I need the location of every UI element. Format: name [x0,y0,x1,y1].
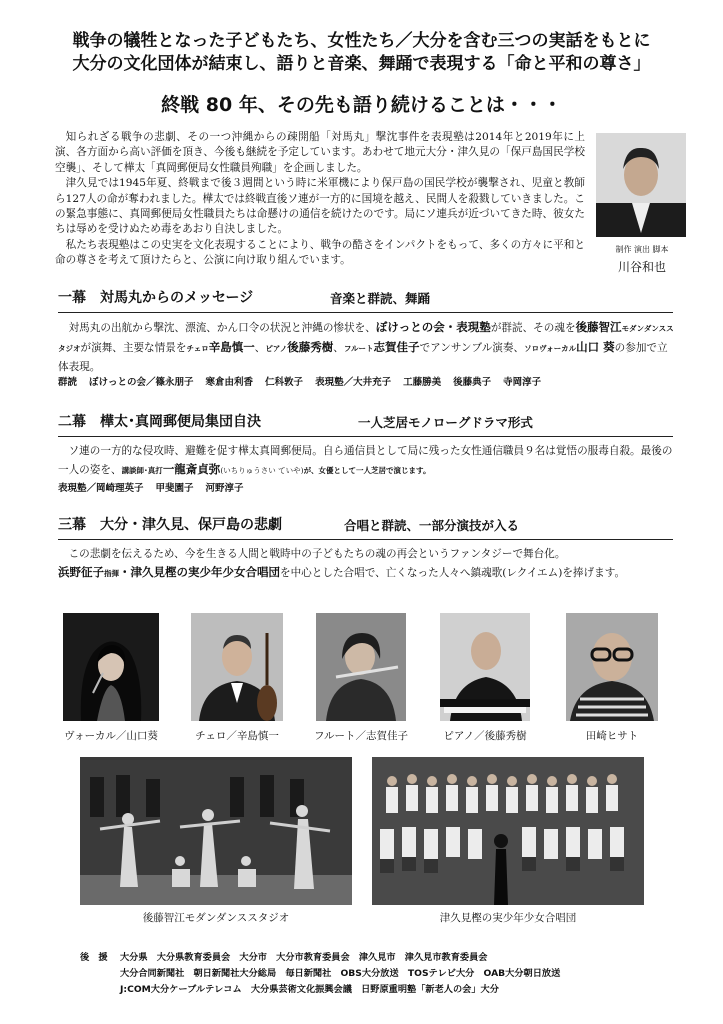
producer-name: 川谷和也 [617,260,666,274]
act3-heading [58,515,520,535]
sponsors-label: 後 援 [80,952,108,963]
act1-subtitle: 音楽と群読、舞踊 [330,291,431,306]
act1-heading [58,288,431,308]
pianist-caption: ピアノ／後藤秀樹 [443,730,527,742]
act3-description: この悲劇を伝えるため、今を生きる人間と戦時中の子どもたちの魂の再会というファンタジーで舞台化。 浜野征子指揮・津久見樫の実少年少女合唱団を中心とした合唱で、亡くなった人々へ鎮魂歌(レクイエム)を捧げます。 [58,548,626,579]
act2-title: 二幕 樺太･真岡郵便局集団自決 [58,414,261,430]
sponsors-line: J:COM大分ケーブルテレコム 大分県芸術文化振興会議 日野原重明塾「新老人の会」大分 [120,984,499,995]
intro-paragraph: 私たち表現塾はこの史実を文化表現することにより、戦争の酷さをインパクトをもって、多くの方々に平和と命の尊さを考えて頂けたらと、公演に向け取り組んでいます。 [55,238,585,267]
act3-divider [58,539,673,540]
act3-subtitle: 合唱と群読、一部分演技が入る [344,518,520,533]
sponsors-line: 大分県 大分県教育委員会 大分市 大分市教育委員会 津久見市 津久見市教育委員会 [120,952,488,963]
pianist-photo [440,613,530,721]
act2-divider [58,436,673,437]
portrait-photo [566,613,658,721]
sponsors-block [80,950,560,998]
intro-text [55,130,585,269]
headline-main: 終戦 80 年、その先も語り続けることは・・・ [161,94,562,116]
act1-title: 一幕 対馬丸からのメッセージ [58,290,254,306]
act2-description: ソ連の一方的な侵攻時、避難を促す樺太真岡郵便局。自ら通信員として局に残った女性通信職員９名は覚悟の服毒自殺。最後の一人の姿を、講談師･真打一龍斎貞弥(いちりゅうさい ていや)が、女優として一人芝居で演じます。 [58,445,673,476]
sponsors-line: 大分合同新聞社 朝日新聞社大分総局 毎日新聞社 OBS大分放送 TOSテレビ大分 OAB大分朝日放送 [120,968,561,979]
act1-cast: 群読 ぼけっとの会／篠永朋子 寒倉由利香 仁科敦子 表現塾／大井充子 工藤勝美 後藤典子 寺岡淳子 [58,377,542,388]
act2-heading [58,412,533,432]
act2-cast: 表現塾／岡崎理英子 甲斐園子 河野淳子 [58,483,244,494]
act3-title: 三幕 大分・津久見、保戸島の悲劇 [58,517,282,533]
dance-studio-photo [80,757,352,905]
vocalist-photo [63,613,159,721]
flutist-caption: フルート／志賀佳子 [313,730,409,742]
producer-role: 制作 演出 脚本 [615,245,669,254]
cellist-caption: チェロ／辛島慎一 [195,730,279,742]
producer-portrait [596,133,686,237]
portrait-caption: 田崎ヒサト [585,730,639,742]
vocalist-caption: ヴォーカル／山口葵 [64,730,158,742]
flutist-photo [316,613,406,721]
act1-divider [58,312,673,313]
headline-line-2: 大分の文化団体が結束し、語りと音楽、舞踊で表現する「命と平和の尊さ」 [72,54,651,74]
act2-subtitle: 一人芝居モノローグドラマ形式 [358,415,533,430]
act1-description: 対馬丸の出航から撃沈、漂流、かん口令の状況と沖縄の惨状を、ぼけっとの会・表現塾が群読、その魂を後藤智江モダンダンススタジオが演舞、主要な情景をチェロ辛島慎一、ピアノ後藤秀樹、フルート志賀佳子でアンサンブル演奏、ソロヴォーカル山口 葵の参加で立体表現。 [58,320,674,373]
intro-paragraph: 知られざる戦争の悲劇、その一つ沖縄からの疎開船「対馬丸」撃沈事件を表現塾は2014年と2019年に上演、各方面から高い評価を頂き、今後も継続を予定しています。あわせて地元大分・津久見の「保戸島国民学校空襲」、そして樺太「真岡郵便局女性職員殉職」を企画しました。 [55,131,585,174]
dance-studio-caption: 後藤智江モダンダンススタジオ [142,912,290,924]
headline-line-1: 戦争の犠牲となった子どもたち、女性たち／大分を含む三つの実話をもとに [72,31,651,51]
choir-photo [372,757,644,905]
intro-paragraph: 津久見では1945年夏、終戦まで後３週間という時に米軍機により保戸島の国民学校が襲撃され、児童と教師ら127人の命が奪われました。樺太では終戦直後ソ連が一方的に国境を越え、民間人を殺戮していきました。この緊急事態に、真岡郵便局女性職員たちは命懸けの通信を続けたのです。局にソ連兵が近づいてきた時、彼女たちは辱めを受けぬため毒をあおり自決しました。 [55,177,585,236]
choir-caption: 津久見樫の実少年少女合唱団 [439,912,577,924]
cellist-photo [191,613,283,721]
